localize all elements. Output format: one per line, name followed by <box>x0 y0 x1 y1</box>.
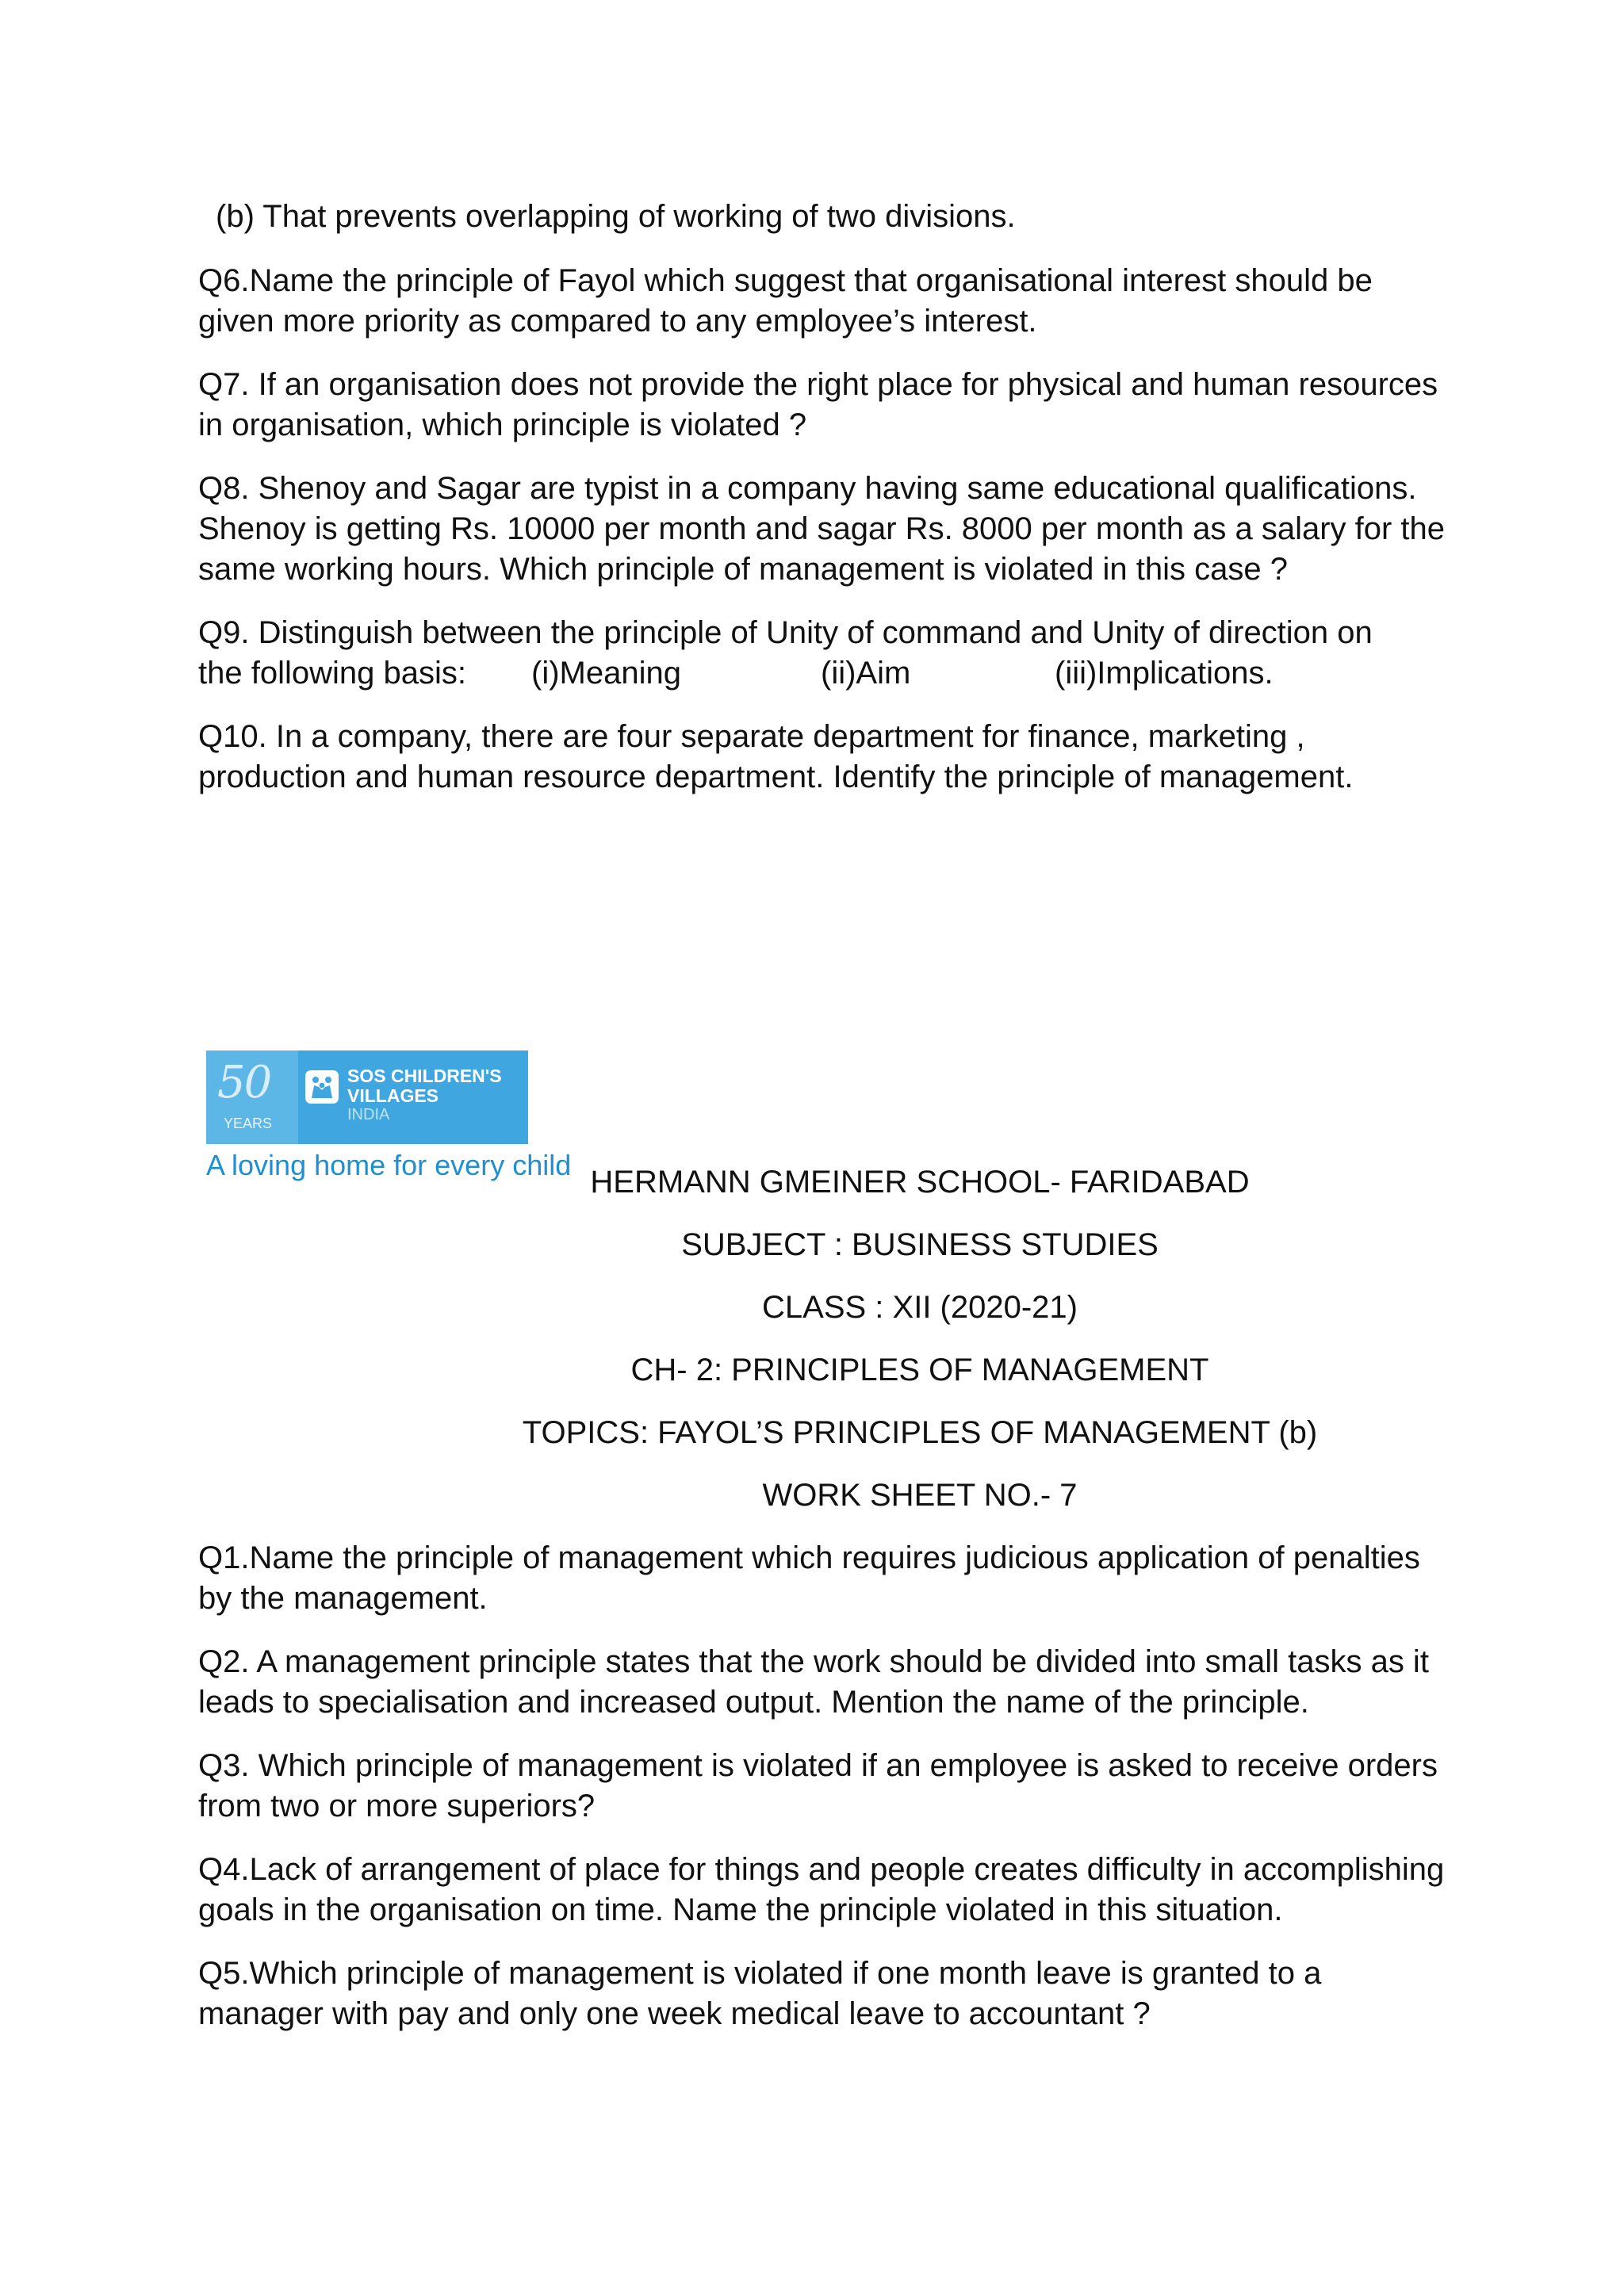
worksheet-questions <box>198 1538 1451 2057</box>
question-8: Q8. Shenoy and Sagar are typist in a company having same educational qualifications. Shenoy is getting Rs. 10000 per month and sagar Rs. 8000 per month as a salary for the same working hours. Which principle of management is violated in this case ? <box>198 471 1446 587</box>
basis-implications: (iii)Implications. <box>1055 656 1274 691</box>
class-line: CLASS : XII (2020-21) <box>762 1290 1078 1325</box>
basis-aim: (ii)Aim <box>821 656 911 691</box>
logo-years-number: 50 <box>217 1057 271 1108</box>
basis-meaning: (i)Meaning <box>531 656 681 691</box>
question-5: Q5.Which principle of management is violated if one month leave is granted to a manager with pay and only one week medical leave to accountant ? <box>198 1956 1322 2031</box>
logo-country: INDIA <box>347 1106 390 1123</box>
question-9-text: Q9. Distinguish between the principle of Unity of command and Unity of direction on <box>198 615 1373 650</box>
question-10: Q10. In a company, there are four separate department for finance, marketing , production and human resource department. Identify the principle of management. <box>198 719 1354 794</box>
question-1: Q1.Name the principle of management which requires judicious application of penalties by the management. <box>198 1540 1420 1616</box>
question-9-basis <box>198 653 1451 694</box>
logo-org-line-1: SOS CHILDREN'S <box>347 1066 502 1086</box>
question-4: Q4.Lack of arrangement of place for things and people creates difficulty in accomplishing goals in the organisation on time. Name the principle violated in this situation. <box>198 1852 1445 1927</box>
logo-years-text: YEARS <box>224 1115 273 1131</box>
question-2: Q2. A management principle states that the work should be divided into small tasks as it leads to specialisation and increased output. Mention the name of the principle. <box>198 1644 1429 1720</box>
question-6: Q6.Name the principle of Fayol which suggest that organisational interest should be given more priority as compared to any employee’s interest. <box>198 263 1373 339</box>
worksheet-number: WORK SHEET NO.- 7 <box>762 1478 1078 1513</box>
question-3: Q3. Which principle of management is violated if an employee is asked to receive orders from two or more superiors? <box>198 1748 1438 1823</box>
subject-line: SUBJECT : BUSINESS STUDIES <box>681 1227 1159 1262</box>
logo-org-line-2: VILLAGES <box>347 1085 439 1106</box>
school-name: HERMANN GMEINER SCHOOL- FARIDABAD <box>590 1165 1250 1200</box>
answer-option-b: (b) That prevents overlapping of working of two divisions. <box>216 199 1016 234</box>
question-9 <box>198 613 1451 694</box>
chapter-line: CH- 2: PRINCIPLES OF MANAGEMENT <box>630 1353 1209 1387</box>
topics-line: TOPICS: FAYOL’S PRINCIPLES OF MANAGEMENT (b) <box>522 1415 1318 1450</box>
question-7: Q7. If an organisation does not provide the right place for physical and human resources in organisation, which principle is violated ? <box>198 367 1438 442</box>
sos-children-icon <box>304 1070 339 1104</box>
basis-label: the following basis: <box>198 656 466 691</box>
logo-years-panel <box>206 1050 298 1144</box>
previous-questions-section <box>198 197 1451 821</box>
logo-tagline: A loving home for every child <box>206 1149 572 1181</box>
logo-org-name <box>347 1066 502 1106</box>
